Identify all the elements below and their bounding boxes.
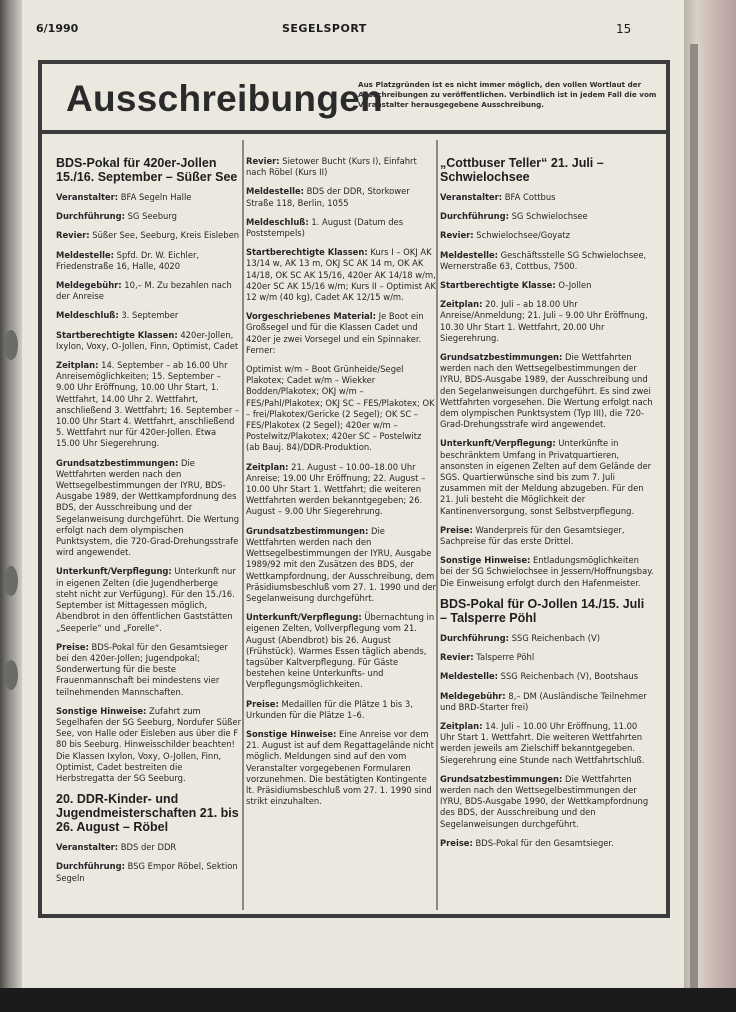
field-label: Meldeschluß: [246, 216, 309, 227]
field-label: Zeitplan: [440, 720, 483, 731]
section-title: Ausschreibungen [66, 78, 383, 119]
article-paragraph: Grundsatzbestimmungen: Die Wettfahrten werden nach den Wettsegelbestimmungen der IYRU, BDS-Ausgabe 1989, der Ausschreibung und den Segelanweisungen durchgeführt. Es sind zwei Wettfahrten vorgesehen. Die Wertung erfolgt nach dem olympischen Punktsystem (Typ III), die 720-Grad-Drehungsstrafe wird angewendet. [440, 352, 653, 430]
field-label: Grundsatzbestimmungen: [246, 525, 369, 536]
article-paragraph: Zeitplan: 20. Juli – ab 18.00 Uhr Anreise/Anmeldung; 21. Juli – 9.00 Uhr Eröffnung, 10.30 Uhr Start 1. Wettfahrt, 20.00 Uhr Siegerehrung. [440, 299, 648, 343]
binding-hole [4, 566, 18, 596]
field-label: Meldegebühr: [440, 690, 506, 701]
magazine-name: SEGELSPORT [282, 22, 367, 35]
field-label: Preise: [440, 524, 473, 535]
article-paragraph: Vorgeschriebenes Material: Je Boot ein Großsegel und für die Klassen Cadet und 420er je zwei Vorsegel und ein Spinnaker. Ferner: [246, 311, 424, 355]
article-paragraph: Startberechtigte Klassen: Kurs I – OKJ AK 13/14 w, AK 13 m, OKJ SC AK 14 m, OK AK 14/18, OK SC AK 15/16, 420er AK 14/18 w/m, 420er SC AK 15/16 w/m; Kurs II – Optimist AK 12 w/m (40 kg), Cadet AK 12/15 w/m. [246, 247, 436, 303]
field-label: Meldeschluß: [56, 310, 119, 321]
article-paragraph: Optimist w/m – Boot Grünheide/Segel Plakotex; Cadet w/m – Wiekker Bodden/Plakotex; OKJ w/m – FES/Pahl/Plakotex; OKJ SC – FES/Plakotex; OK – frei/Plakotex/Gericke (2 Segel); OK SC – FES/Plakotex (2 Segel); 420er w/m – Postelwitz/Plakotex; 420er SC – Postelwitz (ab Bauj. 84)/DDR-Produktion. [246, 364, 435, 453]
field-label: Preise: [246, 698, 279, 709]
page-number: 15 [616, 22, 632, 36]
field-label: Sonstige Hinweise: [440, 555, 531, 566]
field-label: Startberechtigte Klassen: [56, 329, 178, 340]
field-label: Veranstalter: [440, 192, 503, 202]
field-label: Revier: [246, 156, 280, 166]
field-label: Meldestelle: [440, 671, 498, 682]
article-paragraph: Sonstige Hinweise: Eine Anreise vor dem 21. August ist auf dem Regattagelände nicht möglich. Meldungen sind auf den vom Veranstalter vorgegebenen Formularen vorzunehmen. Die bestätigten Kontingente lt. Präsidiumsbeschluß vom 27. 1. 1990 sind strikt einzuhalten. [246, 728, 434, 807]
article-paragraph: Grundsatzbestimmungen: Die Wettfahrten werden nach den Wettsegelbestimmungen der IYRU, BDS-Ausgabe 1989, der Wettkampfordnung des BDS, der Ausschreibung und der Segelanweisung durchgeführt. Die Wertung erfolgt nach dem olympischen Punktsystem, die 720-Grad-Drehungsstrafe wird angewendet. [56, 457, 240, 558]
field-label: Sonstige Hinweise: [246, 728, 337, 739]
editorial-note: Aus Platzgründen ist es nicht immer möglich, den vollen Wortlaut der Ausschreibungen zu veröffentlichen. Verbindlich ist in jedem Fall die vom Veranstalter herausgegebene Ausschreibung. [358, 80, 657, 109]
column-left [56, 156, 242, 892]
article-paragraph: Veranstalter: BFA Cottbus [440, 192, 556, 202]
field-label: Zeitplan: [246, 461, 289, 472]
field-label: Durchführung: [56, 861, 125, 872]
article-paragraph: Preise: BDS-Pokal für den Gesamtsieger bei den 420er-Jollen; Jugendpokal; Sonderwertung für die beste Frauenmannschaft bei mindestens vier teilnehmenden Mannschaften. [56, 641, 228, 697]
article-paragraph: Unterkunft/Verpflegung: Unterkunft nur in eigenen Zelten (die Jugendherberge steht nicht zur Verfügung). Für den 15./16. September ist Mittagessen möglich, Abendbrot in den öffentlichen Gaststätten „Seeperle“ und „Forelle“. [56, 566, 236, 633]
field-label: Startberechtigte Klassen: [246, 247, 368, 258]
article-title: 20. DDR-Kinder- und Jugendmeisterschaften 21. bis 26. August – Röbel [56, 792, 239, 835]
binding-hole [4, 330, 18, 360]
article-paragraph: Unterkunft/Verpflegung: Übernachtung in eigenen Zelten, Vollverpflegung vom 21. August (Abendbrot) bis 26. August (Frühstück). Warmes Essen täglich abends, tagsüber Kaltverpflegung. Für Gäste bestehen keine Unterkunfts- und Verpflegungsmöglichkeiten. [246, 612, 435, 690]
article-paragraph: Zeitplan: 14. Juli – 10.00 Uhr Eröffnung, 11.00 Uhr Start 1. Wettfahrt. Die weiteren Wettfahrten werden jeweils am Zielschiff bekanntgegeben. Siegerehrung eine Stunde nach Wettfahrtschluß. [440, 720, 645, 765]
field-label: Grundsatzbestimmungen: [56, 457, 179, 468]
column-divider [242, 140, 244, 910]
article-paragraph: Meldeschluß: 3. September [56, 310, 179, 321]
column-middle [246, 156, 436, 815]
article-paragraph: Preise: Wanderpreis für den Gesamtsieger, Sachpreise für das erste Drittel. [440, 524, 625, 547]
article-paragraph: Veranstalter: BDS der DDR [56, 842, 177, 853]
field-label: Meldestelle: [56, 249, 114, 260]
field-label: Preise: [440, 837, 473, 848]
field-label: Meldestelle: [440, 249, 498, 260]
next-page-edge [684, 0, 736, 988]
field-label: Zeitplan: [56, 360, 99, 371]
article-paragraph: Preise: Medaillen für die Plätze 1 bis 3, Urkunden für die Plätze 1–6. [246, 698, 413, 720]
article-paragraph: Grundsatzbestimmungen: Die Wettfahrten werden nach den Wettsegelbestimmungen der IYRU, BDS-Ausgabe 1990, der Wettkampfordnung des BDS, der Ausschreibung und den Segelanweisungen durchgeführt. [440, 773, 649, 829]
field-label: Durchführung: [440, 632, 509, 643]
article-paragraph: Grundsatzbestimmungen: Die Wettfahrten werden nach den Wettsegelbestimmungen der IYRU, Ausgabe 1989/92 mit den Zusätzen des BDS, der Wettkampfordnung, der Ausschreibung, dem Präsidiumsbeschluß vom 27. 1. 1990 und der Segelanweisung durchgeführt. [246, 525, 436, 603]
field-label: Unterkunft/Verpflegung: [440, 438, 556, 449]
article-paragraph: Meldestelle: BDS der DDR, Storkower Straße 118, Berlin, 1055 [246, 186, 410, 208]
issue-number: 6/1990 [36, 22, 79, 35]
article-paragraph: Veranstalter: BFA Segeln Halle [56, 192, 192, 202]
page-gutter [0, 0, 22, 988]
article-title: BDS-Pokal für 420er-Jollen 15./16. September – Süßer See [56, 156, 238, 184]
field-label: Revier: [56, 230, 90, 241]
article-paragraph: Unterkunft/Verpflegung: Unterkünfte in beschränktem Umfang in Privatquartieren, ansonsten in eigenen Zelten auf dem Gelände der SGS. Quartierwünsche sind bis zum 7. Juli zusammen mit der Meldung abzugeben. Für den 21. Juli besteht die Möglichkeit der Kantinenversorgung, sonst Selbstverpflegung. [440, 438, 652, 516]
field-label: Preise: [56, 641, 89, 652]
field-label: Veranstalter: [56, 842, 119, 853]
article-paragraph: Preise: BDS-Pokal für den Gesamtsieger. [440, 837, 614, 848]
field-label: Unterkunft/Verpflegung: [246, 612, 362, 623]
binding-strip [690, 44, 698, 988]
field-label: Revier: [440, 230, 474, 241]
article-paragraph: Meldestelle: Spfd. Dr. W. Eichler, Friedenstraße 16, Halle, 4020 [56, 249, 200, 271]
column-right [440, 156, 654, 857]
article-paragraph: Durchführung: SG Seeburg [56, 211, 177, 222]
column-divider [436, 140, 438, 910]
field-label: Zeitplan: [440, 299, 483, 310]
field-label: Durchführung: [440, 211, 509, 222]
field-label: Durchführung: [56, 211, 125, 222]
article-paragraph: Revier: Süßer See, Seeburg, Kreis Eisleben [56, 230, 240, 241]
article-paragraph: Startberechtigte Klassen: 420er-Jollen, Ixylon, Voxy, O-Jollen, Finn, Optimist, Cadet [56, 329, 239, 351]
article-paragraph: Revier: Sietower Bucht (Kurs I), Einfahrt nach Röbel (Kurs II) [246, 156, 417, 178]
article-title: „Cottbuser Teller“ 21. Juli – Schwielochsee [440, 156, 604, 184]
field-label: Veranstalter: [56, 192, 119, 202]
article-paragraph: Meldegebühr: 8,– DM (Ausländische Teilnehmer und BRD-Starter frei) [440, 690, 647, 712]
article-title: BDS-Pokal für O-Jollen 14./15. Juli – Talsperre Pöhl [440, 596, 645, 625]
field-label: Meldestelle: [246, 186, 304, 197]
field-label: Grundsatzbestimmungen: [440, 352, 563, 363]
article-paragraph: Meldeschluß: 1. August (Datum des Poststempels) [246, 216, 404, 239]
field-label: Revier: [440, 652, 474, 663]
field-label: Unterkunft/Verpflegung: [56, 566, 172, 577]
article-paragraph: Revier: Schwielochsee/Goyatz [440, 230, 571, 241]
article-paragraph: Zeitplan: 14. September – ab 16.00 Uhr Anreisemöglichkeiten; 15. September – 9.00 Uhr Eröffnung, 10.00 Uhr Start, 1. Wettfahrt, 14.00 Uhr 2. Wettfahrt, anschließend 3. Wettfahrt; 16. September – 10.00 Uhr Start 4. Wettfahrt, anschließend 5. Wettfahrt nur für 420er-Jollen. Etwa 15.00 Uhr Siegerehrung. [56, 360, 240, 449]
field-label: Grundsatzbestimmungen: [440, 773, 563, 784]
article-paragraph: Sonstige Hinweise: Entladungsmöglichkeiten bei der SG Schwielochsee in Jessern/Hoffnungsbay. Die Einweisung erfolgt durch den Hafenmeister. [440, 555, 654, 588]
article-paragraph: Revier: Talsperre Pöhl [440, 652, 535, 663]
article-paragraph: Durchführung: SSG Reichenbach (V) [440, 632, 600, 643]
article-paragraph: Meldegebühr: 10,– M. Zu bezahlen nach der Anreise [56, 280, 232, 302]
section-banner [42, 64, 666, 134]
article-paragraph: Sonstige Hinweise: Zufahrt zum Segelhafen der SG Seeburg, Nordufer Süßer See, von Halle oder Eisleben aus über die F 80 bis Seeburg. Hinweisschilder beachten! Die Klassen Ixylon, Voxy, O-Jollen, Finn, Optimist, Cadet bestreiten die Herbstregatta der SG Seeburg. [56, 705, 242, 783]
article-paragraph: Meldestelle: SSG Reichenbach (V), Bootshaus [440, 671, 639, 682]
article-paragraph: Zeitplan: 21. August – 10.00–18.00 Uhr Anreise; 19.00 Uhr Eröffnung; 22. August – 10.00 Uhr Start 1. Wettfahrt; die weiteren Wettfahrten werden bekanntgegeben; 26. August – 9.00 Uhr Siegerehrung. [246, 461, 426, 517]
field-label: Vorgeschriebenes Material: [246, 311, 376, 322]
field-label: Sonstige Hinweise: [56, 705, 147, 716]
announcement-frame [38, 60, 670, 918]
article-paragraph: Startberechtigte Klasse: O-Jollen [440, 280, 592, 291]
article-paragraph: Durchführung: SG Schwielochsee [440, 211, 588, 222]
field-label: Startberechtigte Klasse: [440, 280, 556, 291]
article-paragraph: Meldestelle: Geschäftsstelle SG Schwielochsee, Wernerstraße 63, Cottbus, 7500. [440, 249, 647, 271]
field-label: Meldegebühr: [56, 280, 122, 291]
article-paragraph: Durchführung: BSG Empor Röbel, Sektion Segeln [56, 861, 238, 883]
binding-hole [4, 660, 18, 690]
